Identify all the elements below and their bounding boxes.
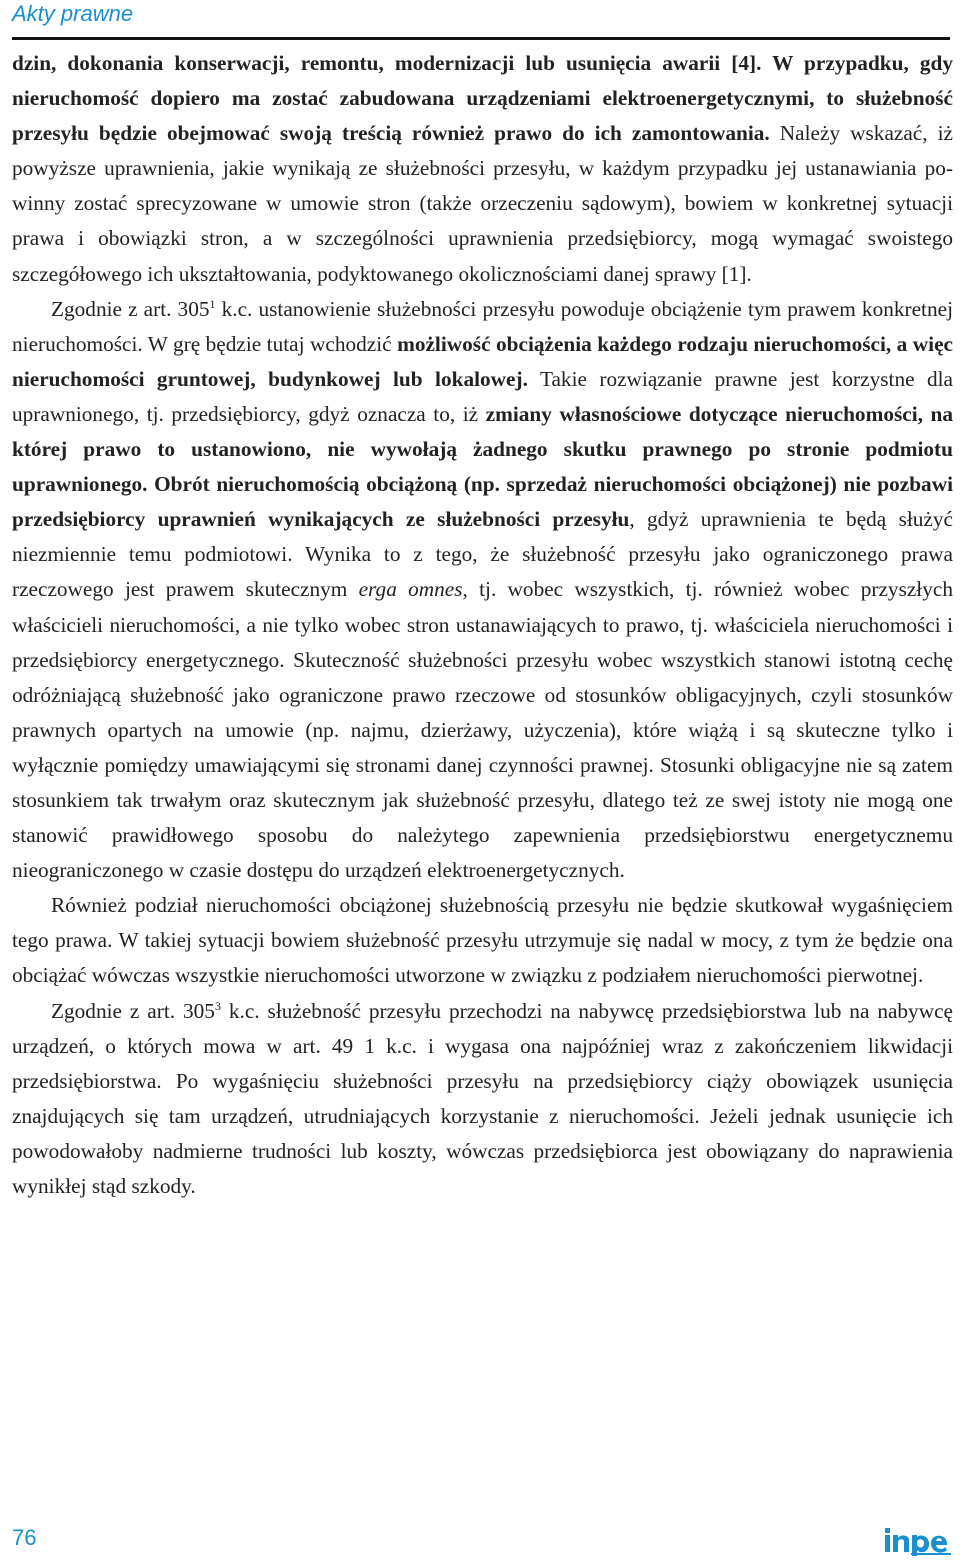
bold-text: możliwość obciążenia każdego rodzaju nieruchomości, a więc nieruchomości gruntowej, budynkowej lub lokalowej. [12,331,954,391]
paragraph-text: Zgodnie z art. 305 [51,998,215,1023]
header-divider [12,37,950,40]
paragraph-1 [12,46,953,292]
inpe-logo [883,1526,953,1556]
superscript: 1 [209,296,216,311]
bold-text: dzin, dokonania konserwacji, remontu, modernizacji lub usunięcia awarii [4]. W przypadku, gdy nieruchomość dopiero ma zostać zabudowana urządzeniami elektroenergetycznymi, to służebność przesyłu będzie obejmować swoją treścią również prawo do ich zamontowania. [12,51,953,146]
paragraph-text: , tj. wobec wszystkich, tj. również wobec przyszłych właścicieli nieruchomości, a nie tylko wobec stron ustanawiających to prawo, tj. właściciela nieruchomości i przedsiębiorcy energetycznego. Skuteczność służebności przesyłu wobec wszystkich stanowi istotną cechę odróżniającą służebność jako ograniczone prawo rzeczowe od stosunków obligacyjnych, czyli stosunków prawnych opartych na umowie (np. najmu, dzierżawy, użyczenia), które wiążą i są skuteczne tylko i wyłącznie pomiędzy umawiającymi się stronami danej czynności prawnej. Stosunki obligacyjne nie są zatem stosunkiem tak trwałym oraz skutecznym jak służebność przesyłu, dlatego też ze swej istoty nie mogą one stanowić prawidłowego sposobu do należytego zapewnienia przedsiębiorstwu energetycznemu nieograniczonego w czasie dostępu do urządzeń elektroenergetycznych. [12,577,953,883]
paragraph-2 [12,292,953,889]
italic-text: erga omnes [358,577,463,602]
bold-text: zmiany własnościowe dotyczące nieruchomości, na której prawo to ustanowiono, nie wywołają żadnego skutku prawnego po stronie podmiotu uprawnionego. Obrót nieruchomością obciążoną (np. sprzedaż nieruchomości obciążonej) nie pozbawi przedsiębiorcy uprawnień wynikających ze służebności przesyłu [12,401,953,532]
page-number: 76 [12,1525,37,1550]
paragraph-text: k.c. służebność przesyłu przechodzi na nabywcę przedsiębiorstwa lub na nabywcę urządzeń, o których mowa w art. 49 1 k.c. i wygasa ona najpóźniej wraz z zakończeniem likwidacji przedsiębiorstwa. Po wygaśnięciu służebności przesyłu na przedsiębiorcy ciąży obowiązek usunięcia znajdujących się tam urządzeń, utrudniających korzystanie z nieruchomości. Jeżeli jednak usunięcie ich powodowałoby nadmierne trudności lub koszty, wówczas przedsiębiorca jest obowiązany do naprawienia wynikłej stąd szkody. [12,998,953,1198]
section-title: Akty prawne [12,1,134,26]
article-body [12,46,953,1204]
paragraph-text: , gdyż uprawnienia te będą służyć niezmiennie temu podmiotowi. Wynika to z tego, że służebność przesyłu jako ograniczonego prawa rzeczowego jest prawem skutecznym [12,507,953,602]
paragraph-4 [12,994,953,1205]
paragraph-3: Również podział nieruchomości obciążonej służebnością przesyłu nie będzie skutkował wygaśnięciem tego prawa. W takiej sytuacji bowiem służebność przesyłu utrzymuje się nadal w mocy, z tym że będzie ona obciążać wówczas wszystkie nieruchomości utworzone w związku z podziałem nieruchomości pierwotnej. [12,893,953,988]
paragraph-text: Takie rozwiązanie prawne jest korzystne dla uprawnionego, tj. przedsiębiorcy, gdyż oznacza to, iż [12,366,953,426]
paragraph-text: Należy wskazać, iż powyższe uprawnienia, jakie wynikają ze służebności przesyłu, w każdym przypadku jej ustanawiania powinny zostać sprecyzowane w umowie stron (także orzeczeniu sądowym), bowiem w konkretnej sytuacji prawa i obowiązki stron, a w szczególności uprawnienia przedsiębiorcy, mogą wymagać swoistego szczegółowego ich ukształtowania, podyktowanego okolicznościami danej sprawy [1]. [12,121,953,286]
paragraph-text: Zgodnie z art. 305 [51,296,210,321]
superscript: 3 [214,998,221,1013]
paragraph-text: k.c. ustanowienie służebności przesyłu powoduje obciążenie tym prawem konkretnej nieruchomości. W grę będzie tutaj wchodzić [12,296,953,356]
